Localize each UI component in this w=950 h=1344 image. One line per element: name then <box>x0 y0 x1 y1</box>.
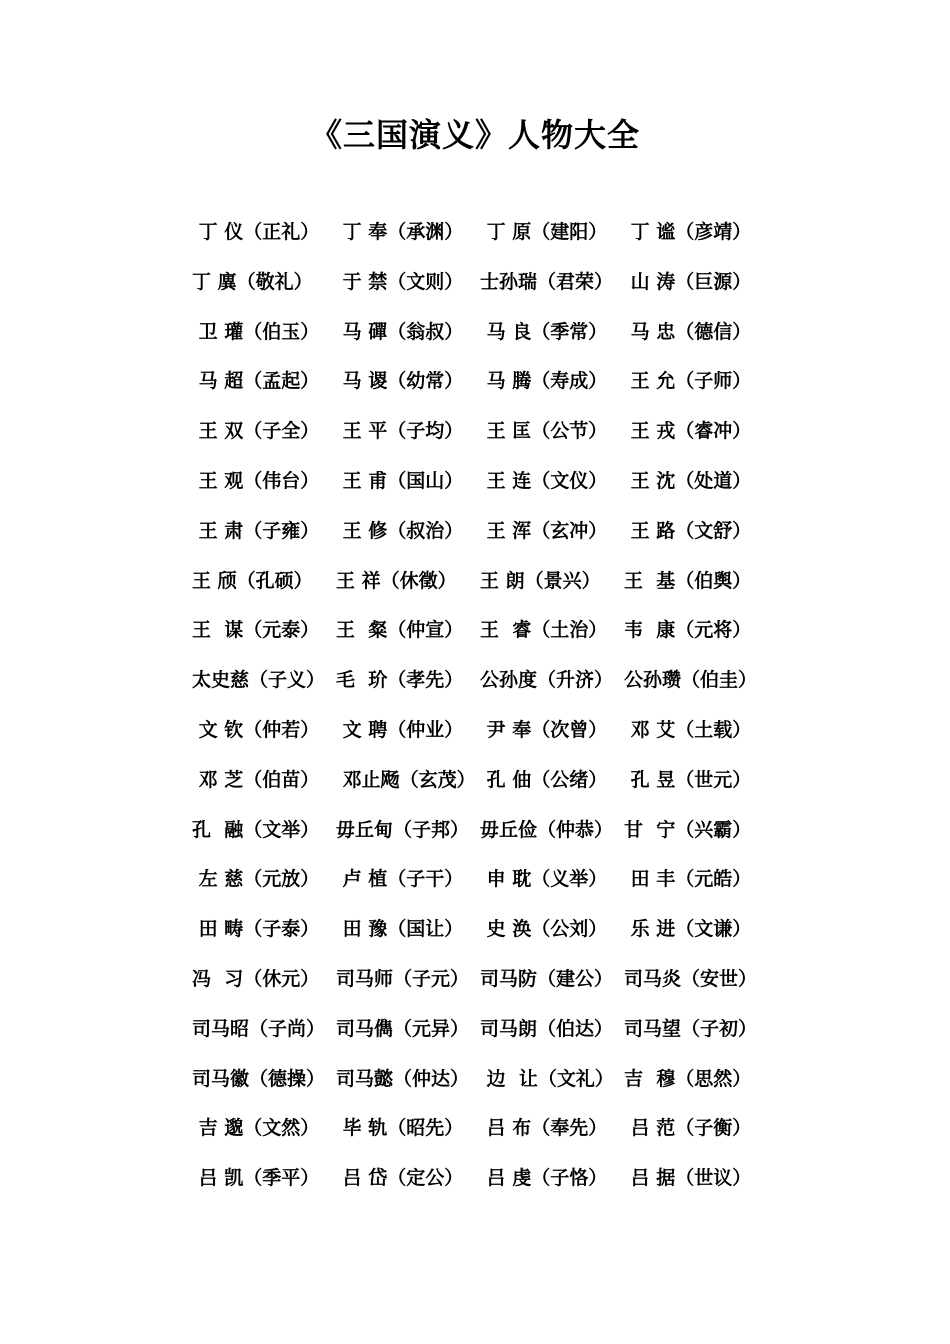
character-name-entry: 文 钦（仲若） <box>192 718 320 741</box>
character-name-entry: 毋丘俭（仲恭） <box>480 818 614 841</box>
character-name-entry: 司马炎（安世） <box>624 967 758 990</box>
character-name-entry: 丁 奉（承渊） <box>336 221 464 243</box>
character-name-entry: 司马朗（伯达） <box>480 1017 614 1040</box>
character-name-entry: 司马儁（元异） <box>336 1017 470 1040</box>
character-name-entry: 吉 邈（文然） <box>192 1117 320 1140</box>
character-name-entry: 王 颀（孔硕） <box>192 569 313 592</box>
character-name-entry: 王 浑（玄冲） <box>480 519 608 542</box>
character-name-entry: 司马懿（仲达） <box>336 1067 470 1090</box>
character-name-entry: 司马昭（子尚） <box>192 1017 326 1040</box>
character-name-entry: 尹 奉（次曾） <box>480 718 608 741</box>
character-name-entry: 王 朗（景兴） <box>480 569 601 592</box>
character-name-entry: 卢 植（子干） <box>336 868 464 891</box>
character-name-entry: 文 聘（仲业） <box>336 718 464 741</box>
character-name-entry: 王 甫（国山） <box>336 469 464 492</box>
character-name-entry: 吕 凯（季平） <box>192 1167 320 1190</box>
character-name-entry: 王 睿（土治） <box>480 619 608 642</box>
character-name-entry: 王 谋（元泰） <box>192 619 320 642</box>
character-name-entry: 邓 芝（伯苗） <box>192 768 320 791</box>
character-name-entry: 韦 康（元将） <box>624 619 752 642</box>
character-name-entry: 司马防（建公） <box>480 967 614 990</box>
character-name-entry: 王 连（文仪） <box>480 469 608 492</box>
character-name-entry: 丁 仪（正礼） <box>192 221 320 243</box>
character-name-entry: 吕 范（子衡） <box>624 1117 752 1140</box>
character-name-entry: 王 匡（公节） <box>480 420 608 443</box>
character-name-entry: 田 畴（子泰） <box>192 918 320 941</box>
character-name-entry: 冯 习（休元） <box>192 967 320 990</box>
character-name-entry: 吕 布（奉先） <box>480 1117 608 1140</box>
character-name-entry: 王 肃（子雍） <box>192 519 320 542</box>
character-name-entry: 王 观（伟台） <box>192 469 320 492</box>
character-name-entry: 马 超（孟起） <box>192 370 320 393</box>
character-name-entry: 孔 昱（世元） <box>624 768 752 791</box>
character-name-entry: 马 良（季常） <box>480 320 608 343</box>
character-name-entry: 丁 廙（敬礼） <box>192 270 313 293</box>
character-name-entry: 王 双（子全） <box>192 420 320 443</box>
character-name-entry: 太史慈（子义） <box>192 669 326 692</box>
character-name-entry: 于 禁（文则） <box>336 270 464 293</box>
character-name-entry: 公孙度（升济） <box>480 669 614 692</box>
character-name-entry: 甘 宁（兴霸） <box>624 818 752 841</box>
character-name-entry: 毛 玠（孝先） <box>336 669 464 692</box>
character-name-entry: 乐 进（文谦） <box>624 918 752 941</box>
character-name-entry: 马 谡（幼常） <box>336 370 464 393</box>
character-name-entry: 王 粲（仲宣） <box>336 619 464 642</box>
character-name-entry: 毕 轨（昭先） <box>336 1117 464 1140</box>
character-name-entry: 士孙瑞（君荣） <box>480 270 614 293</box>
character-name-entry: 司马望（子初） <box>624 1017 758 1040</box>
character-name-entry: 孔 伷（公绪） <box>480 768 608 791</box>
character-name-entry: 山 涛（巨源） <box>624 270 752 293</box>
character-name-entry: 史 涣（公刘） <box>480 918 608 941</box>
character-name-entry: 丁 原（建阳） <box>480 221 608 243</box>
character-name-entry: 王 平（子均） <box>336 420 464 443</box>
character-name-entry: 马 腾（寿成） <box>480 370 608 393</box>
character-name-entry: 吕 虔（子恪） <box>480 1167 608 1190</box>
character-name-entry: 丁 谧（彦靖） <box>624 221 752 243</box>
character-names-grid <box>192 212 767 1208</box>
character-name-entry: 公孙瓒（伯圭） <box>624 669 758 692</box>
character-name-entry: 王 祥（休徵） <box>336 569 457 592</box>
character-name-entry: 毋丘甸（子邦） <box>336 818 470 841</box>
character-name-entry: 司马师（子元） <box>336 967 470 990</box>
character-name-entry: 马 磾（翁叔） <box>336 320 464 343</box>
character-name-entry: 邓止飏（玄茂） <box>336 768 476 791</box>
character-name-entry: 王 允（子师） <box>624 370 752 393</box>
character-name-entry: 邓 艾（土载） <box>624 718 752 741</box>
character-name-entry: 卫 瓘（伯玉） <box>192 320 320 343</box>
character-name-entry: 马 忠（德信） <box>624 320 752 343</box>
character-name-entry: 孔 融（文举） <box>192 818 320 841</box>
page-title: 《三国演义》人物大全 <box>309 116 640 154</box>
character-name-entry: 王 戎（睿冲） <box>624 420 752 443</box>
character-name-entry: 王 沈（处道） <box>624 469 752 492</box>
character-name-entry: 左 慈（元放） <box>192 868 320 891</box>
character-name-entry: 王 基（伯舆） <box>624 569 752 592</box>
character-name-entry: 田 豫（国让） <box>336 918 464 941</box>
character-name-entry: 边 让（文礼） <box>480 1067 614 1090</box>
character-name-entry: 司马徽（德操） <box>192 1067 326 1090</box>
character-name-entry: 王 路（文舒） <box>624 519 752 542</box>
character-name-entry: 吕 岱（定公） <box>336 1167 464 1190</box>
character-name-entry: 申 耽（义举） <box>480 868 608 891</box>
character-name-entry: 吉 穆（思然） <box>624 1067 752 1090</box>
character-name-entry: 田 丰（元皓） <box>624 868 752 891</box>
character-name-entry: 吕 据（世议） <box>624 1167 752 1190</box>
character-name-entry: 王 修（叔治） <box>336 519 464 542</box>
